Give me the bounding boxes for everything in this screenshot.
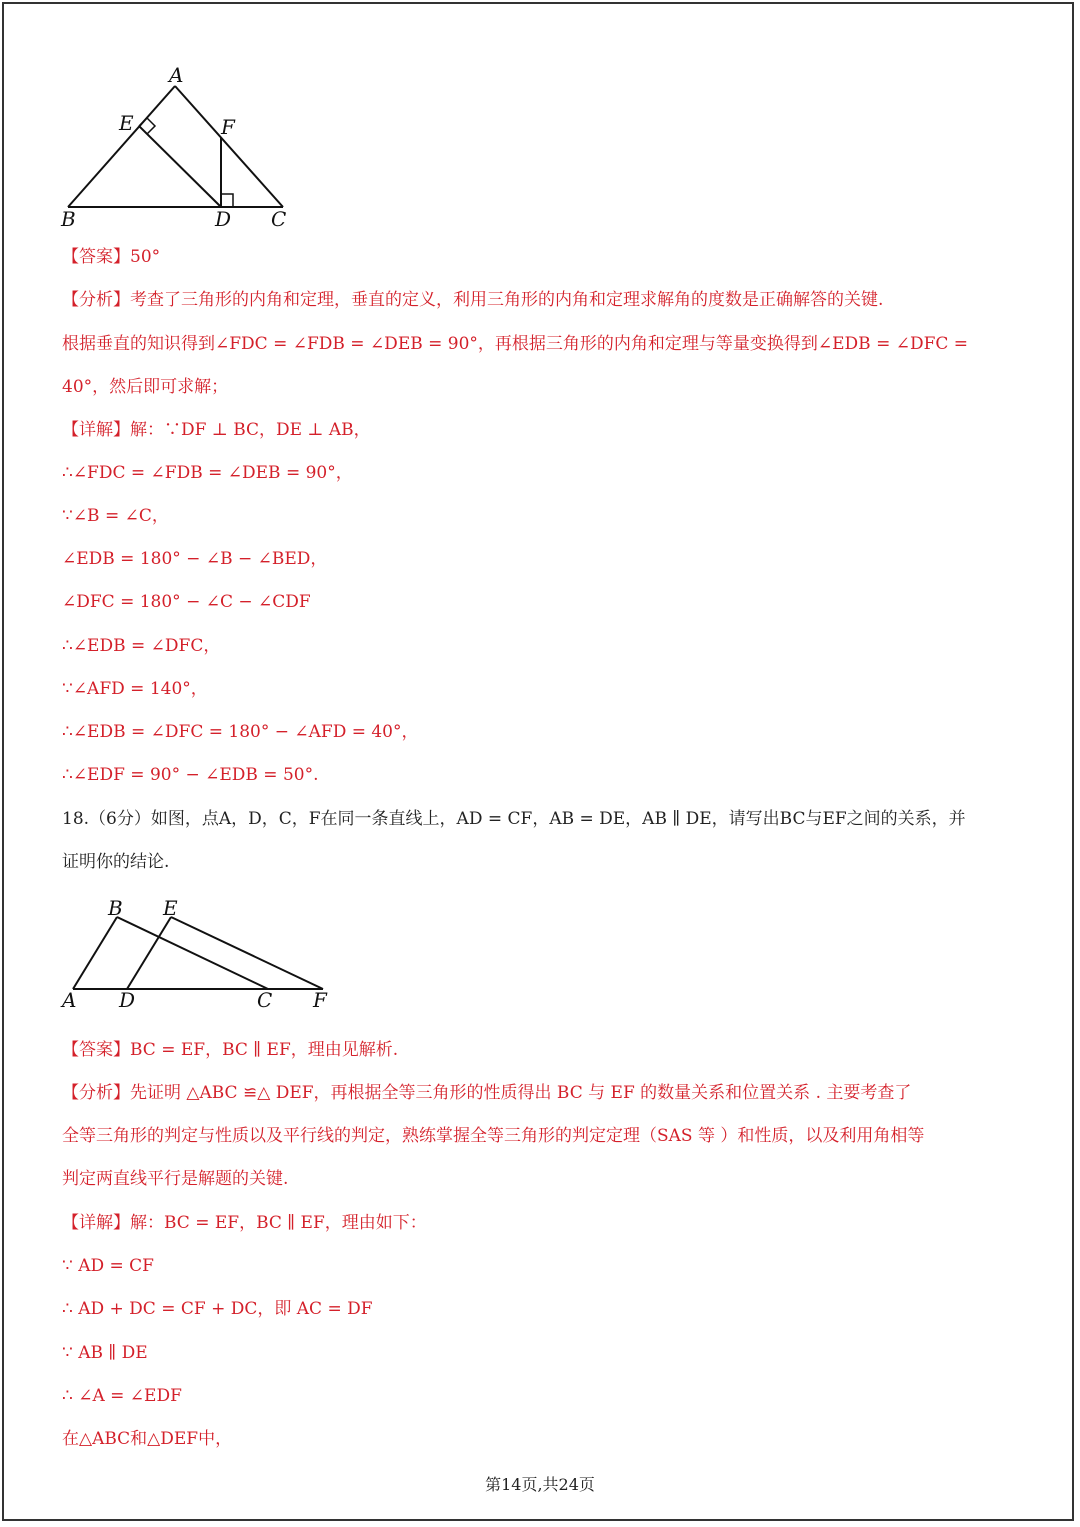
label-E: E [119, 111, 134, 135]
triangle-figure-q17 [55, 60, 315, 235]
q17-detail-1 [62, 419, 1040, 441]
q17-step-6: ∵∠AFD = 140°， [62, 679, 208, 699]
detail-text: 解：∵DF ⊥ BC，DE ⊥ AB， [130, 420, 371, 440]
q17-step-7: ∴∠EDB = ∠DFC = 180° − ∠AFD = 40°， [62, 722, 419, 742]
q17-step-2: ∵∠B = ∠C， [62, 506, 169, 526]
label-A: A [62, 988, 77, 1012]
q17-step-8: ∴∠EDF = 90° − ∠EDB = 50°. [62, 765, 319, 785]
analysis-text: 先证明 △ABC ≌△ DEF，再根据全等三角形的性质得出 BC 与 EF 的数量关系和位置关系 . 主要考查了 [130, 1083, 912, 1103]
q18-step-5: 在△ABC和△DEF中， [62, 1429, 233, 1449]
triangles-figure-q18 [55, 895, 345, 1020]
label-A: A [169, 63, 184, 87]
q18-step-2: ∴ AD + DC = CF + DC，即 AC = DF [62, 1299, 373, 1319]
answer-tag: 【答案】 [62, 1040, 130, 1060]
q17-step-1: ∴∠FDC = ∠FDB = ∠DEB = 90°， [62, 463, 353, 483]
q18-step-4: ∴ ∠A = ∠EDF [62, 1386, 182, 1406]
label-F: F [221, 115, 235, 139]
analysis-tag: 【分析】 [62, 1083, 130, 1103]
q18-step-3: ∵ AB ∥ DE [62, 1343, 148, 1363]
detail-tag: 【详解】 [62, 420, 130, 440]
q17-step-4: ∠DFC = 180° − ∠C − ∠CDF [62, 592, 311, 612]
answer-text: 50° [130, 247, 161, 267]
label-C: C [257, 988, 273, 1012]
q18-step-1: ∵ AD = CF [62, 1256, 154, 1276]
q17-step-3: ∠EDB = 180° − ∠B − ∠BED， [62, 549, 328, 569]
detail-tag: 【详解】 [62, 1213, 130, 1233]
label-D: D [119, 988, 136, 1012]
page-footer: 第14页,共24页 [485, 1475, 595, 1494]
q17-analysis-3: 40°，然后即可求解； [62, 377, 229, 397]
detail-text: 解：BC = EF，BC ∥ EF，理由如下： [130, 1213, 427, 1233]
q17-answer [62, 246, 1040, 268]
label-D: D [215, 207, 232, 231]
label-B: B [108, 896, 123, 920]
q18-detail-1 [62, 1212, 1040, 1234]
label-E: E [163, 896, 178, 920]
q18-question-2: 证明你的结论. [62, 852, 170, 872]
q18-answer [62, 1039, 1040, 1061]
q17-analysis-2: 根据垂直的知识得到∠FDC = ∠FDB = ∠DEB = 90°，再根据三角形的内角和定理与等量变换得到∠EDB = ∠DFC = [62, 334, 969, 354]
label-B: B [61, 207, 76, 231]
q17-step-5: ∴∠EDB = ∠DFC， [62, 636, 221, 656]
answer-tag: 【答案】 [62, 247, 130, 267]
label-F: F [313, 988, 327, 1012]
q18-analysis-1 [62, 1082, 1040, 1104]
q18-analysis-2: 全等三角形的判定与性质以及平行线的判定，熟练掌握全等三角形的判定定理（SAS 等 ）和性质，以及利用角相等 [62, 1126, 925, 1146]
q17-analysis-1 [62, 289, 1040, 311]
analysis-tag: 【分析】 [62, 290, 130, 310]
q18-analysis-3: 判定两直线平行是解题的关键. [62, 1169, 289, 1189]
analysis-text: 考查了三角形的内角和定理，垂直的定义，利用三角形的内角和定理求解角的度数是正确解答的关键. [130, 290, 884, 310]
label-C: C [271, 207, 287, 231]
answer-text: BC = EF，BC ∥ EF，理由见解析. [130, 1040, 399, 1060]
q18-question-1: 18.（6分）如图，点A，D，C，F在同一条直线上，AD = CF，AB = DE，AB ∥ DE，请写出BC与EF之间的关系，并 [62, 809, 966, 829]
